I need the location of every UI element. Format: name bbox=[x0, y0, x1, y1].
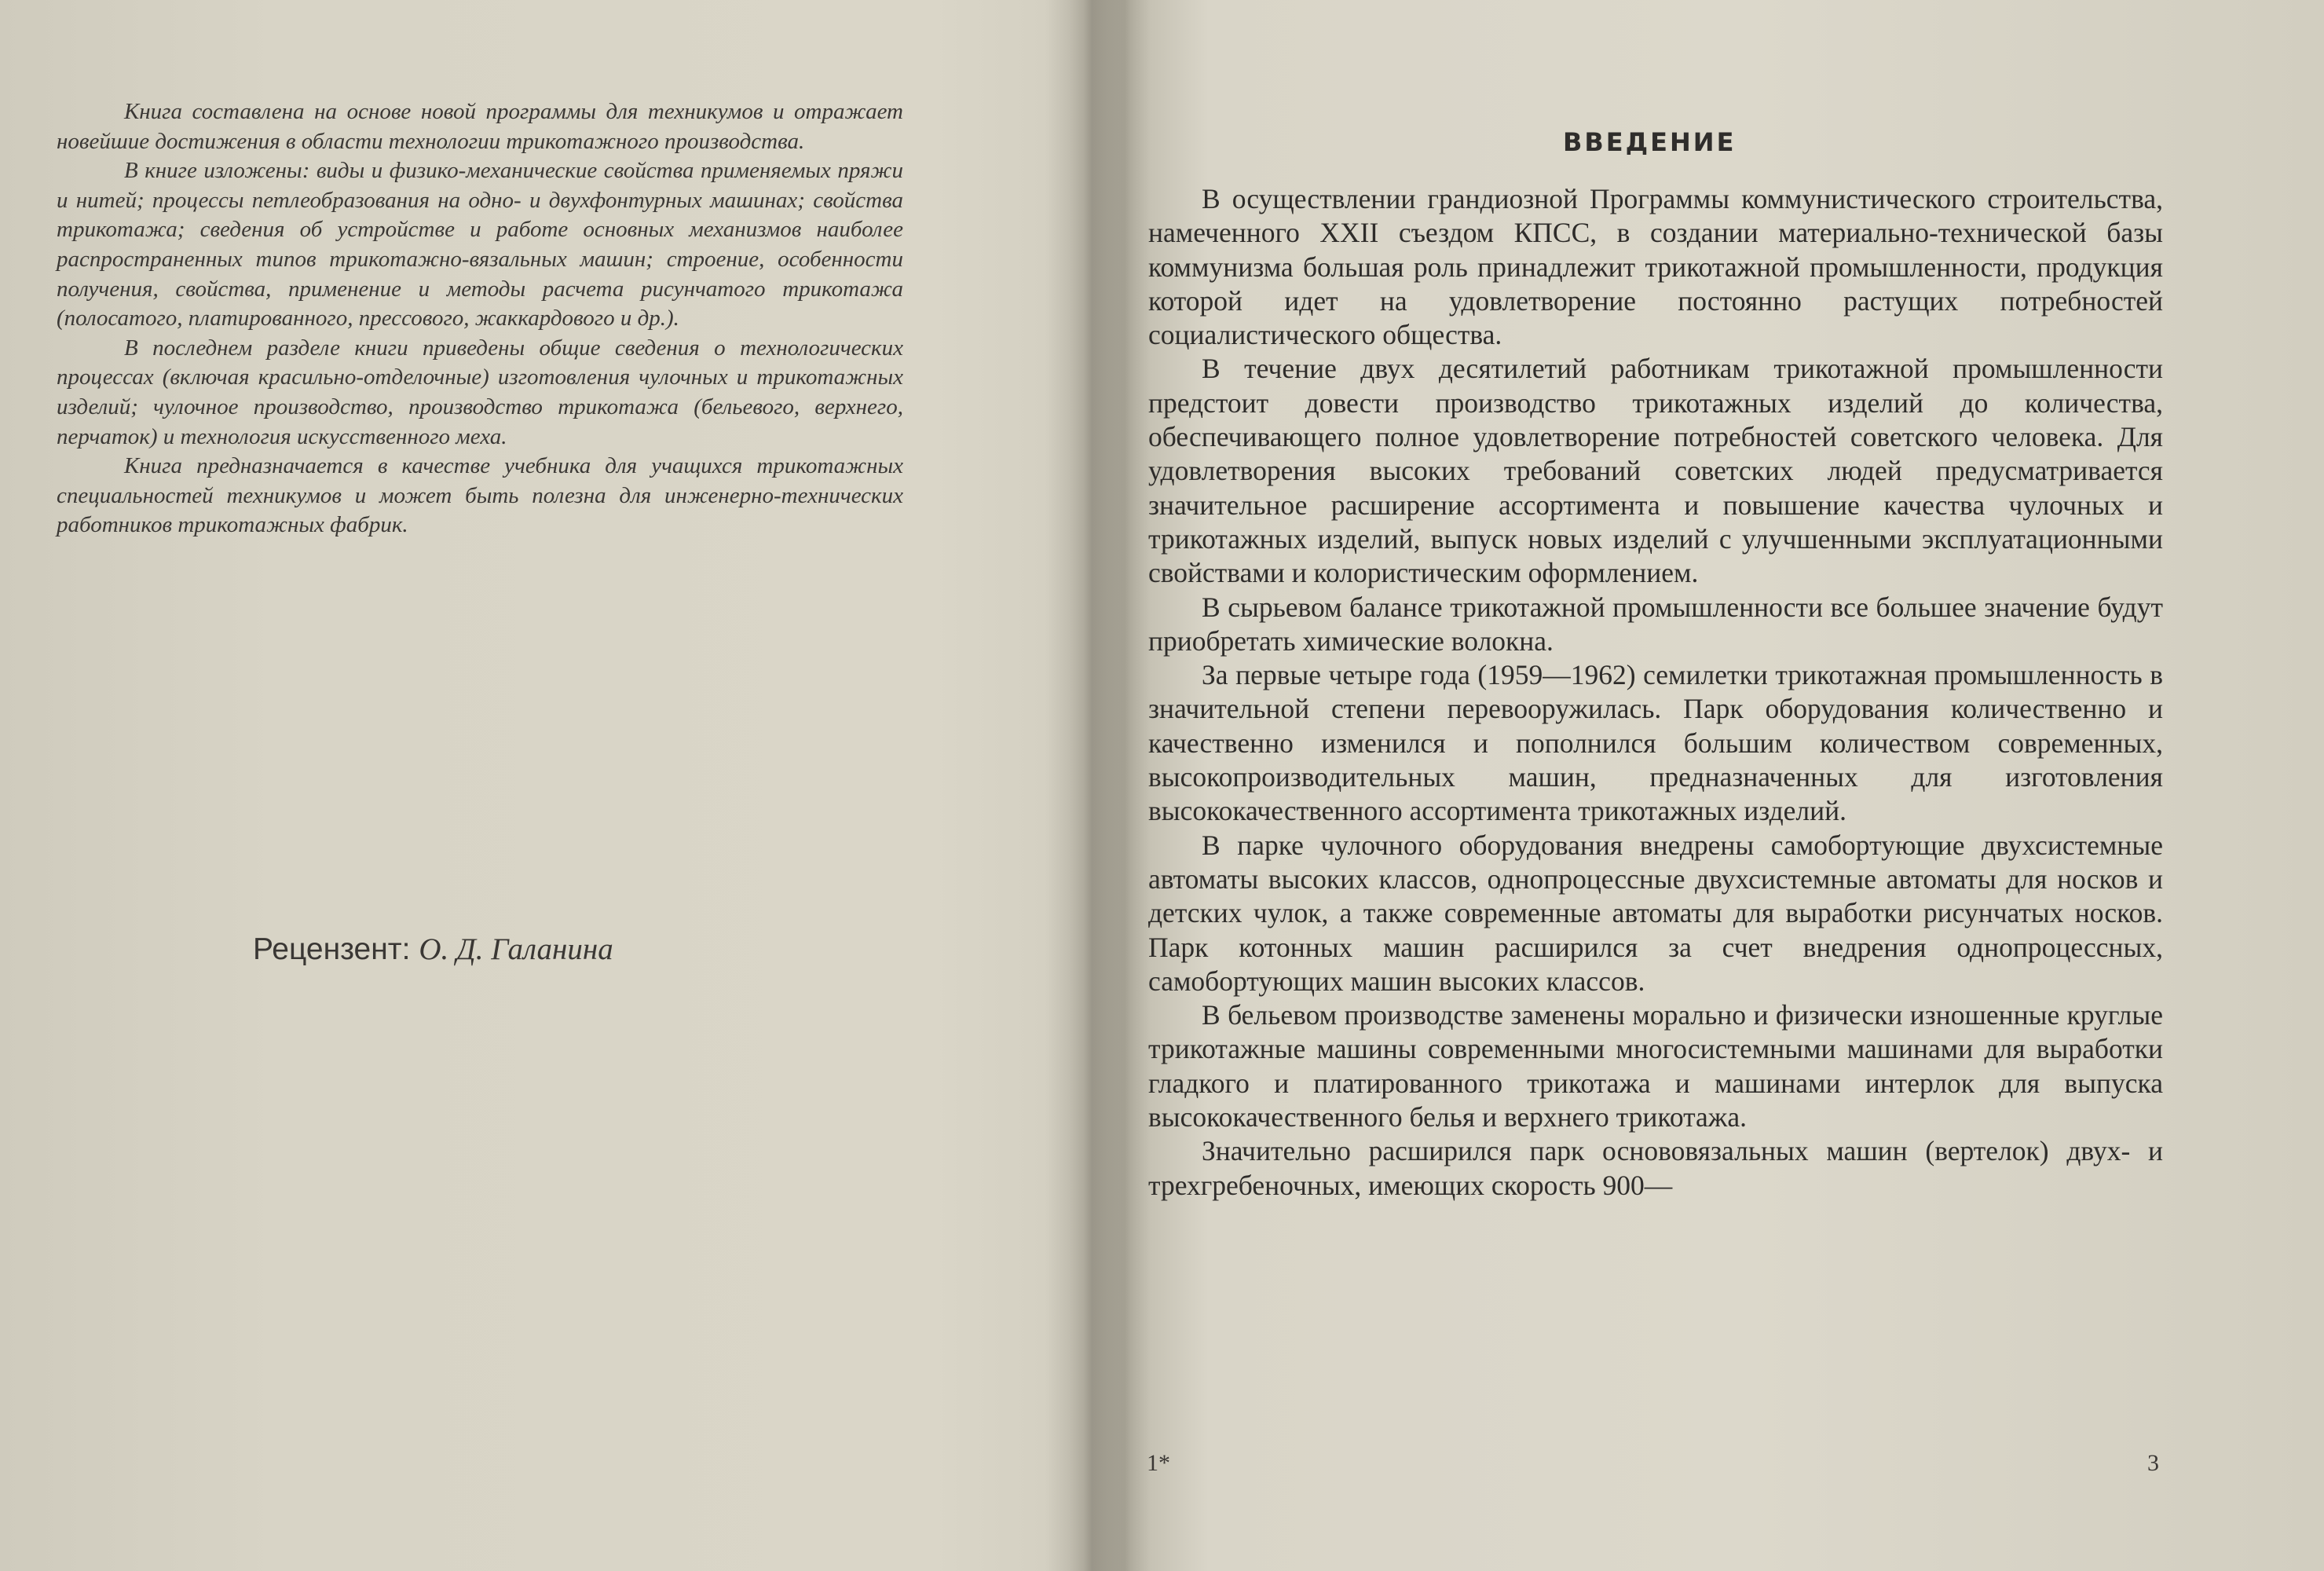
page-number: 3 bbox=[2147, 1450, 2159, 1476]
annotation-paragraph-3: В последнем разделе книги приведены общие сведения о технологических процессах (включая красильно-отделочные) изготовления чулочных и трикотажных изделий; чулочное производство, производство трикотажа (бельевого, верхнего, перчаток) и технология искусственного меха. bbox=[57, 335, 903, 449]
intro-paragraph-4: За первые четыре года (1959—1962) семилетки трикотажная промышленность в значительной степени перевооружилась. Парк оборудования количественно и качественно изменился и пополнился большим количеством современных, высокопроизводительных машин, предназначенных для изготовления высококачественного ассортимента трикотажных изделий. bbox=[1148, 659, 2163, 827]
reviewer-name: О. Д. Галанина bbox=[419, 932, 613, 966]
intro-paragraph-7: Значительно расширился парк основовязальных машин (вертелок) двух- и трехгребеночных, имеющих скорость 900— bbox=[1148, 1135, 2163, 1201]
intro-paragraph-6: В бельевом производстве заменены морально и физически изношенные круглые трикотажные машины современными многосистемными машинами для выработки гладкого и платированного трикотажа и машинами интерлок для выпуска высококачественного белья и верхнего трикотажа. bbox=[1148, 999, 2163, 1133]
introduction-text bbox=[1148, 182, 2163, 1203]
annotation-paragraph-2: В книге изложены: виды и физико-механические свойства применяемых пряжи и нитей; процессы петлеобразования на одно- и двухфонтурных машинах; свойства трикотажа; сведения об устройстве и работе основных механизмов наиболее распространенных типов трикотажно-вязальных машин; строение, особенности получения, свойства, применение и методы расчета рисунчатого трикотажа (полосатого, платированного, прессового, жаккардового и др.). bbox=[57, 158, 903, 331]
chapter-heading: ВВЕДЕНИЕ bbox=[1563, 127, 1737, 157]
intro-paragraph-1: В осуществлении грандиозной Программы коммунистического строительства, намеченного XXII съездом КПСС, в создании материально-технической базы коммунизма большая роль принадлежит трикотажной промышленности, продукция которой идет на удовлетворение постоянно растущих потребностей социалистического общества. bbox=[1148, 183, 2163, 351]
book-annotation bbox=[57, 97, 903, 540]
signature-mark: 1* bbox=[1147, 1450, 1170, 1476]
intro-paragraph-2: В течение двух десятилетий работникам трикотажной промышленности предстоит довести производство трикотажных изделий до количества, обеспечивающего полное удовлетворение потребностей советского человека. Для удовлетворения высоких требований советских людей предусматривается значительное расширение ассортимента и повышение качества чулочных и трикотажных изделий, выпуск новых изделий с улучшенными эксплуатационными свойствами и колористическим оформлением. bbox=[1148, 353, 2163, 589]
annotation-paragraph-4: Книга предназначается в качестве учебника для учащихся трикотажных специальностей техникумов и может быть полезна для инженерно-технических работников трикотажных фабрик. bbox=[57, 453, 903, 538]
annotation-paragraph-1: Книга составлена на основе новой программы для техникумов и отражает новейшие достижения в области технологии трикотажного производства. bbox=[57, 99, 903, 154]
left-page bbox=[0, 0, 1092, 1571]
reviewer-line bbox=[253, 932, 613, 967]
intro-paragraph-3: В сырьевом балансе трикотажной промышленности все большее значение будут приобретать химические волокна. bbox=[1148, 591, 2163, 657]
intro-paragraph-5: В парке чулочного оборудования внедрены самобортующие двухсистемные автоматы высоких классов, однопроцессные двухсистемные автоматы для носков и детских чулок, а также современные автоматы для выработки рисунчатых носков. Парк котонных машин расширился за счет внедрения однопроцессных, самобортующих машин высоких классов. bbox=[1148, 829, 2163, 997]
reviewer-label: Рецензент: bbox=[253, 932, 411, 966]
